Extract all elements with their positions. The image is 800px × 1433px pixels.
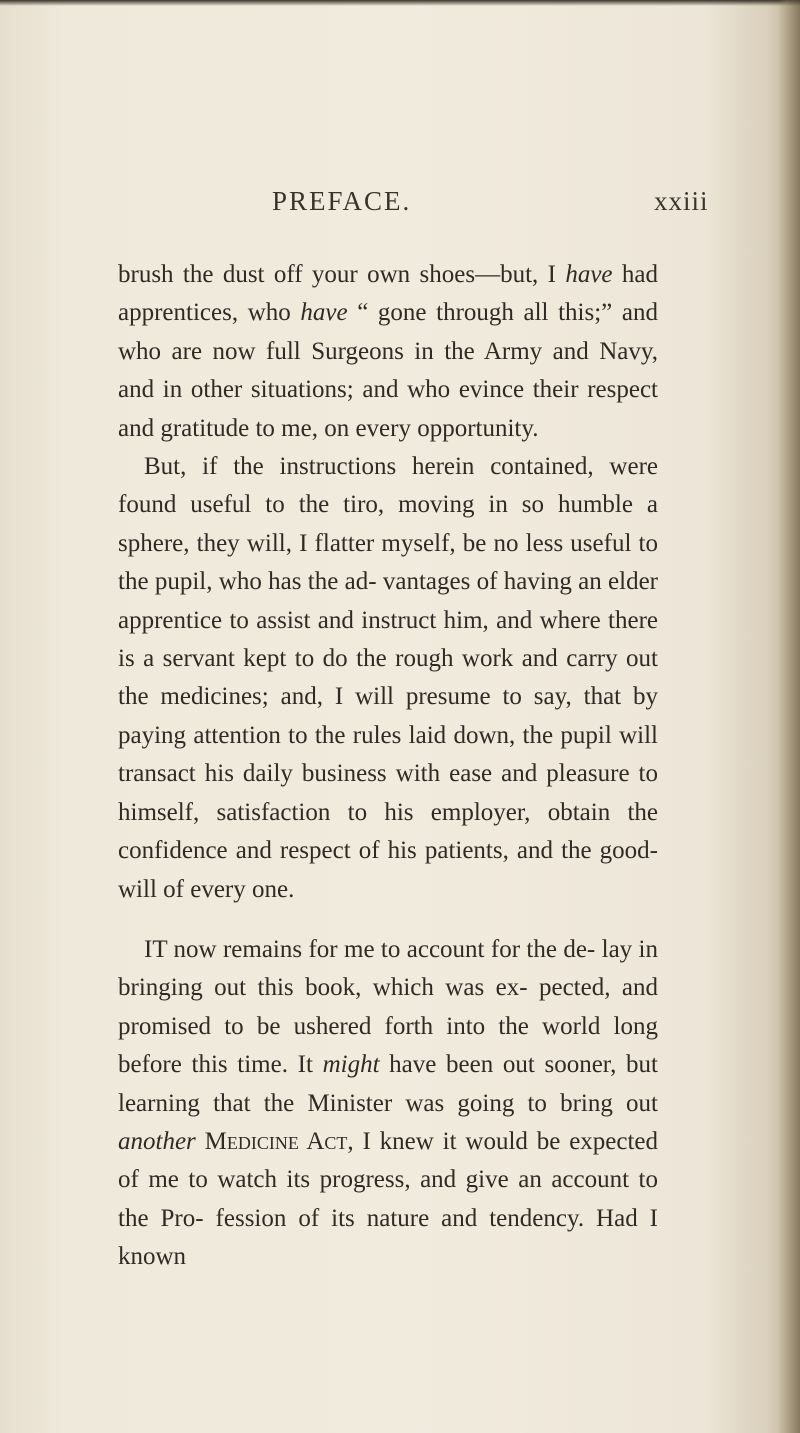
paragraph-2 [118, 448, 658, 909]
paragraph-1 [118, 256, 658, 448]
page-header [0, 186, 800, 226]
text-run: have been out sooner, but learning that the Minister was going to bring out [118, 1051, 658, 1117]
paragraph-3 [118, 931, 658, 1277]
text-run: But, if the instructions herein contained, were found useful to the tiro, moving in so humble a sphere, they will, I flatter myself, be no less useful to the pupil, who has the ad- vantages of having an elder apprentice to assist and instruct him, and where there is a servant kept to do the rough work and carry out the medicines; and, I will presume to say, that by paying attention to the rules laid down, the pupil will transact his daily business with ease and pleasure to himself, satisfaction to his employer, obtain the confidence and respect of his patients, and the good-will of every one. [118, 453, 658, 903]
text-run: Medicine Act [204, 1127, 348, 1155]
text-run: IT now remains for me to account for the de- lay in bringing out this book, which was ex- pected, and promised to be ushered forth into the world long before this time. It [118, 935, 658, 1079]
running-head: PREFACE. [272, 186, 412, 216]
text-run: “ gone through all this;” and who are now full Surgeons in the Army and Navy, and in other situations; and who evince their respect and gratitude to me, on every opportunity. [118, 299, 658, 442]
page-top-shadow [0, 0, 800, 6]
page-number: xxiii [654, 186, 709, 216]
text-run: have [565, 261, 613, 288]
text-run: another [118, 1127, 196, 1155]
body-text [118, 256, 658, 1277]
text-run: have [300, 299, 348, 327]
text-run: brush the dust off your own shoes—but, I [118, 261, 566, 288]
text-run [196, 1128, 205, 1155]
text-run: had apprentices, who [118, 261, 658, 327]
text-run: , I knew it would be expected of me to watch its progress, and give an account to the Pro- fession of its nature and tendency. Had I known [118, 1127, 659, 1271]
text-run: might [322, 1051, 380, 1079]
